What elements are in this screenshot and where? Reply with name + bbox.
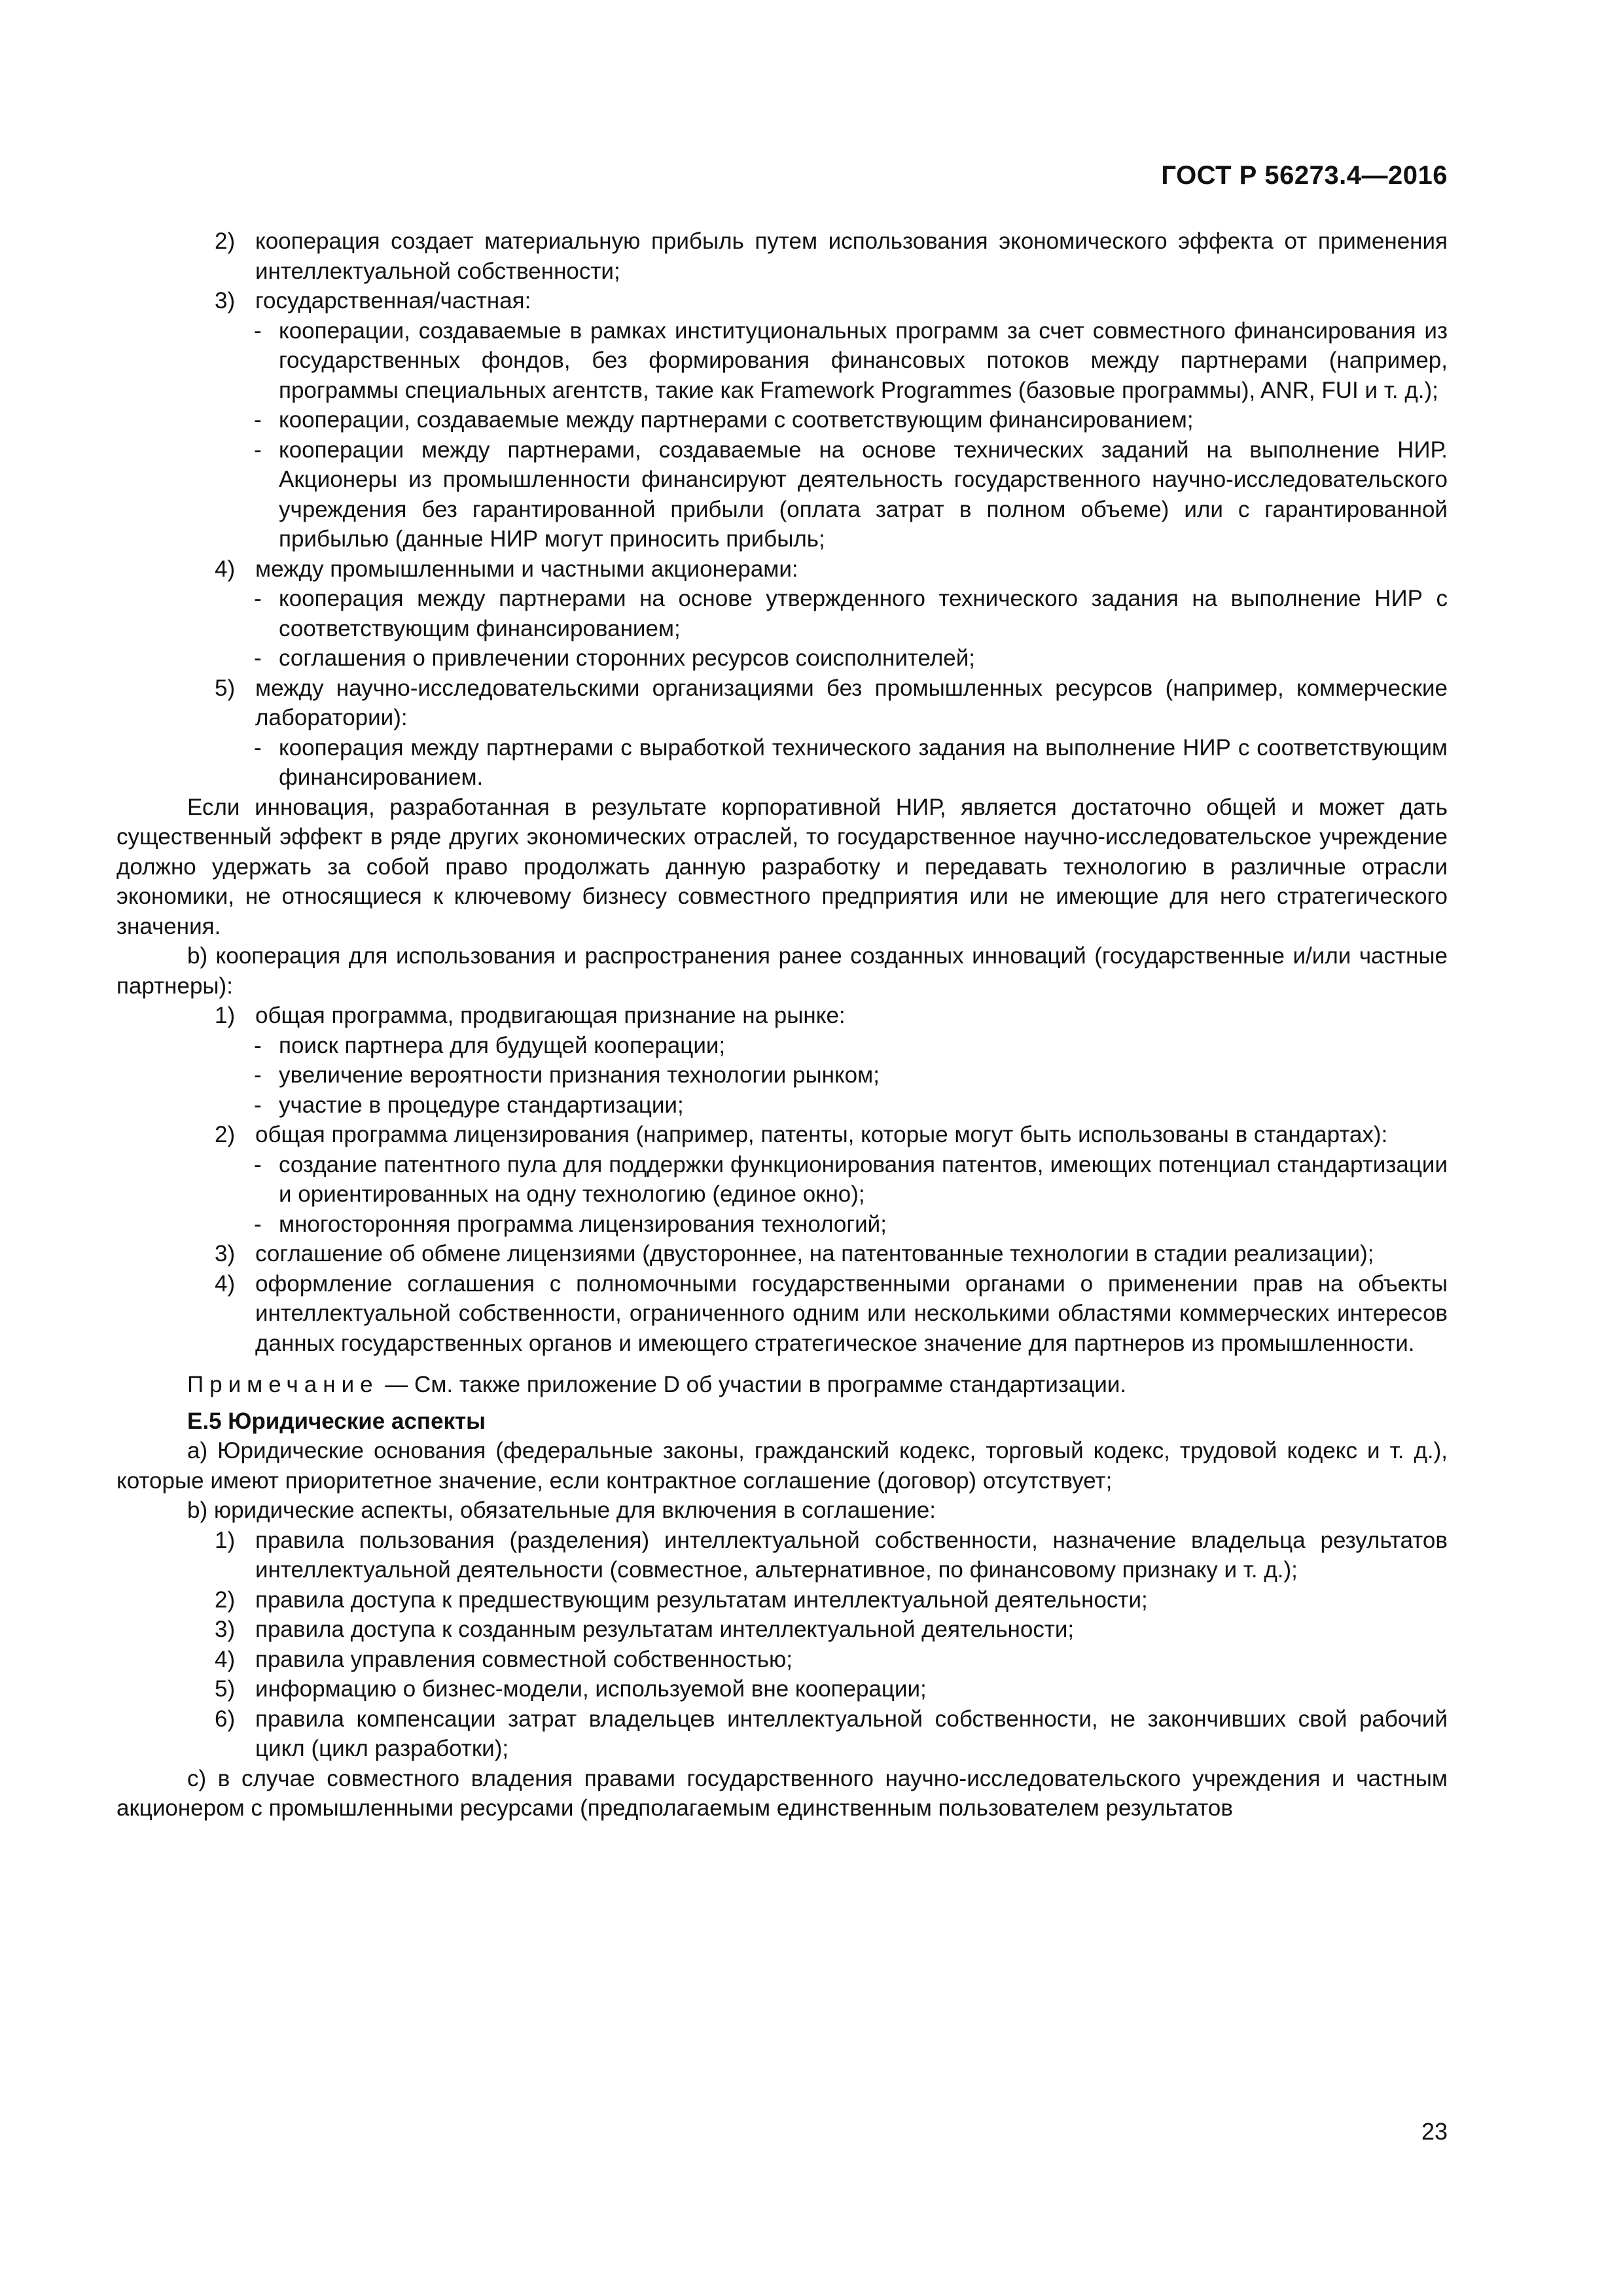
list-item: 1) общая программа, продвигающая признание на рынке: — [215, 1003, 846, 1028]
note — [116, 1370, 1448, 1400]
list-item: 6) правила компенсации затрат владельцев интеллектуальной собственности, не закончивших свой рабочий цикл (цикл разработки); — [215, 1706, 1448, 1761]
list-item: - поиск партнера для будущей кооперации; — [254, 1032, 726, 1058]
standard-header: ГОСТ Р 56273.4—2016 — [1161, 161, 1448, 190]
list-item: - кооперации, создаваемые в рамках институциональных программ за счет совместного финансирования из государственных фондов, без формирования финансовых потоков между партнерами (например, программы специальных агентств, такие как Framework Programmes (базовые программы), ANR, FUI и т. д.); — [254, 317, 1448, 403]
list-item: 4) оформление соглашения с полномочными государственными органами о применении прав на объекты интеллектуальной собственности, ограниченного одним или несколькими областями коммерческих интересов данных государственных органов и имеющего стратегическое значение для партнеров из промышленности. — [215, 1270, 1448, 1356]
list-item: 5) информацию о бизнес-модели, используемой вне кооперации; — [215, 1676, 927, 1702]
section-title: Е.5 Юридические аспекты — [187, 1408, 486, 1434]
paragraph: b) кооперация для использования и распространения ранее созданных инноваций (государственные и/или частные партнеры): — [116, 943, 1448, 999]
note-text: — См. также приложение D об участии в программе стандартизации. — [378, 1372, 1127, 1397]
list-item: - многосторонняя программа лицензирования технологий; — [254, 1211, 887, 1237]
list-item: - участие в процедуре стандартизации; — [254, 1092, 684, 1118]
list-item: 3) государственная/частная: — [215, 288, 531, 314]
paragraph: b) юридические аспекты, обязательные для включения в соглашение: — [187, 1498, 936, 1523]
paragraph: а) Юридические основания (федеральные законы, гражданский кодекс, торговый кодекс, трудовой кодекс и т. д.), которые имеют приоритетное значение, если контрактное соглашение (договор) отсутствует; — [116, 1438, 1448, 1494]
list-item: 4) правила управления совместной собственностью; — [215, 1646, 793, 1672]
list-item: 4) между промышленными и частными акционерами: — [215, 556, 798, 582]
list-item: - кооперация между партнерами с выработкой технического задания на выполнение НИР с соответствующим финансированием. — [254, 734, 1448, 790]
list-item: 3) правила доступа к созданным результатам интеллектуальной деятельности; — [215, 1617, 1075, 1642]
list-item: - кооперации между партнерами, создаваемые на основе технических заданий на выполнение НИР. Акционеры из промышленности финансируют деятельность государственного научно-исследовательского учреждения без гарантированной прибыли (оплата затрат в полном объеме) или с гарантированной прибылью (данные НИР могут приносить прибыль; — [254, 437, 1448, 552]
list-item: 2) общая программа лицензирования (например, патенты, которые могут быть использованы в стандартах): — [215, 1122, 1388, 1147]
list-item: - кооперации, создаваемые между партнерами с соответствующим финансированием; — [254, 407, 1194, 433]
list-item: 1) правила пользования (разделения) интеллектуальной собственности, назначение владельца результатов интеллектуальной деятельности (совместное, альтернативное, по финансовому признаку и т. д.); — [215, 1527, 1448, 1583]
paragraph: Если инновация, разработанная в результате корпоративной НИР, является достаточно общей и может дать существенный эффект в ряде других экономических отраслей, то государственное научно-исследовательское учреждение должно удержать за собой право продолжать данную разработку и передавать технологию в различные отрасли экономики, не относящиеся к ключевому бизнесу совместного предприятия или не имеющие для него стратегического значения. — [116, 794, 1448, 939]
paragraph: с) в случае совместного владения правами государственного научно-исследовательского учреждения и частным акционером с промышленными ресурсами (предполагаемым единственным пользователем результатов — [116, 1765, 1448, 1821]
note-label: Примечание — [187, 1372, 379, 1397]
list-item: - создание патентного пула для поддержки функционирования патентов, имеющих потенциал стандартизации и ориентированных на одну технологию (единое окно); — [254, 1151, 1448, 1207]
list-item: - соглашения о привлечении сторонних ресурсов соисполнителей; — [254, 645, 975, 671]
page-number: 23 — [1421, 2118, 1448, 2145]
list-item: 2) правила доступа к предшествующим результатам интеллектуальной деятельности; — [215, 1587, 1148, 1613]
page-body — [116, 226, 1448, 1823]
list-item: 3) соглашение об обмене лицензиями (двустороннее, на патентованные технологии в стадии реализации); — [215, 1241, 1374, 1266]
list-item: - увеличение вероятности признания технологии рынком; — [254, 1062, 880, 1088]
list-item: - кооперация между партнерами на основе утвержденного технического задания на выполнение НИР с соответствующим финансированием; — [254, 586, 1448, 641]
list-item: 5) между научно-исследовательскими организациями без промышленных ресурсов (например, коммерческие лаборатории): — [215, 675, 1448, 730]
list-item: 2) кооперация создает материальную прибыль путем использования экономического эффекта от применения интеллектуальной собственности; — [215, 228, 1448, 284]
